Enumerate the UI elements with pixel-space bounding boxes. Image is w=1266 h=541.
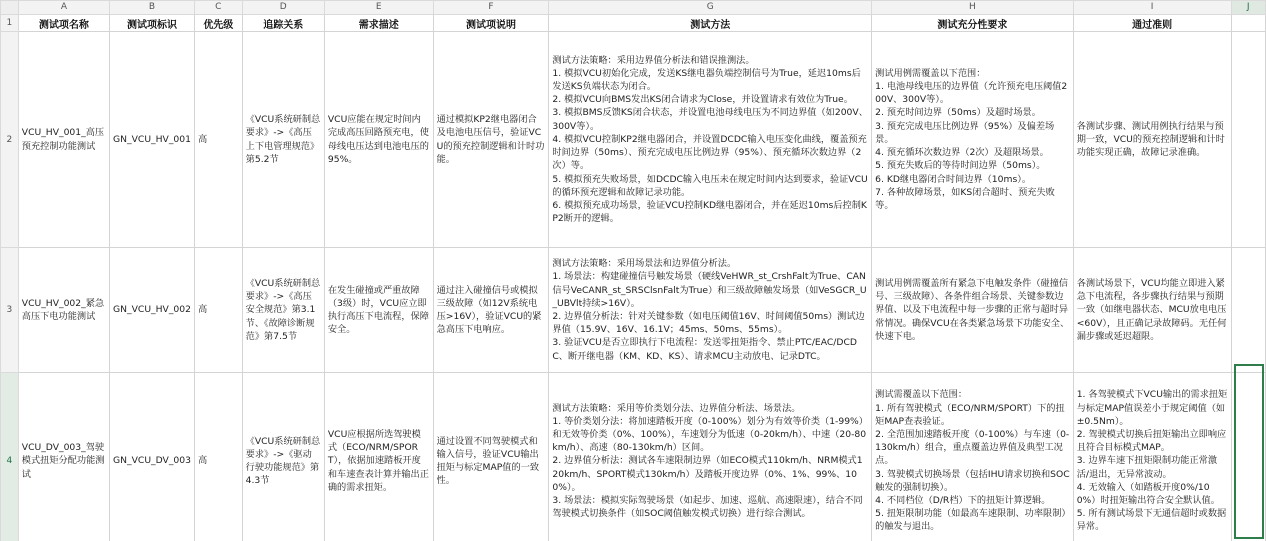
column-header-g[interactable]: G xyxy=(549,1,872,15)
header-cell-method[interactable]: 测试方法 xyxy=(549,15,872,32)
cell-description[interactable]: 通过模拟KP2继电器闭合及电池电压信号，验证VCU的预充控制逻辑和计时功能。 xyxy=(433,32,549,248)
header-cell-adequacy[interactable]: 测试充分性要求 xyxy=(872,15,1074,32)
row-number-1[interactable]: 1 xyxy=(1,15,19,32)
select-all-corner[interactable] xyxy=(1,1,19,15)
cell-adequacy[interactable]: 测试用例需覆盖所有紧急下电触发条件（碰撞信号、三级故障）、各条件组合场景、关键参数边界值、以及下电流程中每一步骤的正常与超时异常情况。确保VCU在各类紧急场景下功能安全、快速下电。 xyxy=(872,248,1074,373)
cell-test-name[interactable]: VCU_HV_001_高压预充控制功能测试 xyxy=(18,32,109,248)
row-number-3[interactable]: 3 xyxy=(1,248,19,373)
cell-method[interactable]: 测试方法策略：采用边界值分析法和错误推测法。 1. 模拟VCU初始化完成，发送KS继电器负端控制信号为True，延迟10ms后发送KS负端状态为闭合。 2. 模拟VCU向BMS发出KS闭合请求为Close，并设置请求有效位为True。 3. 模拟BMS反馈KS闭合状态，并设置电池母线电压为不同边界值（如200V、300V等）。 4. 模拟VCU控制KP2继电器闭合，并设置DCDC输入电压变化曲线，覆盖预充时间边界（50ms）、预充完成电压比例边界（95%）、预充循环次数边界（2次）等。 5. 模拟预充失败场景，如DCDC输入电压未在规定时间内达到要求，验证VCU的循环预充逻辑和故障记录功能。 6. 模拟预充成功场景，验证VCU控制KD继电器闭合，并在延迟10ms后控制KP2断开的逻辑。 xyxy=(549,32,872,248)
column-header-h[interactable]: H xyxy=(872,1,1074,15)
cell-test-name[interactable]: VCU_HV_002_紧急高压下电功能测试 xyxy=(18,248,109,373)
column-header-f[interactable]: F xyxy=(433,1,549,15)
header-cell-requirement[interactable]: 需求描述 xyxy=(324,15,433,32)
active-cell-selection xyxy=(1234,364,1264,539)
empty-cell[interactable] xyxy=(1231,248,1265,373)
cell-trace[interactable]: 《VCU系统研制总要求》->《驱动行驶功能规范》第4.3节 xyxy=(242,373,324,541)
column-header-j[interactable]: J xyxy=(1231,1,1265,15)
header-cell-priority[interactable]: 优先级 xyxy=(194,15,242,32)
row-number-4[interactable]: 4 xyxy=(1,373,19,541)
cell-trace[interactable]: 《VCU系统研制总要求》->《高压上下电管理规范》第5.2节 xyxy=(242,32,324,248)
cell-priority[interactable]: 高 xyxy=(194,373,242,541)
cell-method[interactable]: 测试方法策略：采用场景法和边界值分析法。 1. 场景法：构建碰撞信号触发场景（硬线VeHWR_st_CrshFalt为True、CAN信号VeCANR_st_SRSClsnFalt为True）和三级故障触发场景（如VeSGCR_U_UBVlt持续>16V）。 2. 边界值分析法：针对关键参数（如电压阈值16V、时间阈值50ms）测试边界值（15.9V、16V、16.1V；45ms、50ms、55ms）。 3. 验证VCU是否立即执行下电流程：发送零扭矩指令、禁止PTC/EAC/DCDC、断开继电器（KM、KD、KS）、请求MCU主动放电、记录DTC。 xyxy=(549,248,872,373)
cell-criteria[interactable]: 各测试场景下，VCU均能立即进入紧急下电流程，各步骤执行结果与预期一致（如继电器状态、MCU放电电压<60V），且正确记录故障码。无任何漏步骤或延迟超限。 xyxy=(1073,248,1231,373)
cell-criteria[interactable]: 各测试步骤、测试用例执行结果与预期一致，VCU的预充控制逻辑和计时功能实现正确，故障记录准确。 xyxy=(1073,32,1231,248)
row-number-2[interactable]: 2 xyxy=(1,32,19,248)
column-header-b[interactable]: B xyxy=(110,1,195,15)
header-row xyxy=(1,15,1266,32)
empty-cell[interactable] xyxy=(1231,15,1265,32)
column-header-a[interactable]: A xyxy=(18,1,109,15)
header-cell-id[interactable]: 测试项标识 xyxy=(110,15,195,32)
header-cell-trace[interactable]: 追踪关系 xyxy=(242,15,324,32)
cell-priority[interactable]: 高 xyxy=(194,248,242,373)
column-header-c[interactable]: C xyxy=(194,1,242,15)
column-header-i[interactable]: I xyxy=(1073,1,1231,15)
cell-test-id[interactable]: GN_VCU_DV_003 xyxy=(110,373,195,541)
table-row xyxy=(1,373,1266,541)
column-header-d[interactable]: D xyxy=(242,1,324,15)
cell-requirement[interactable]: VCU应根据所选驾驶模式（ECO/NRM/SPORT），依据加速踏板开度和车速查表计算并输出正确的需求扭矩。 xyxy=(324,373,433,541)
cell-test-name[interactable]: VCU_DV_003_驾驶模式扭矩分配功能测试 xyxy=(18,373,109,541)
header-cell-criteria[interactable]: 通过准则 xyxy=(1073,15,1231,32)
cell-adequacy[interactable]: 测试用例需覆盖以下范围： 1. 电池母线电压的边界值（允许预充电压阈值200V、300V等）。 2. 预充时间边界（50ms）及超时场景。 3. 预充完成电压比例边界（95%）及偏差场景。 4. 预充循环次数边界（2次）及超限场景。 5. 预充失败后的等待时间边界（50ms）。 6. KD继电器闭合时间边界（10ms）。 7. 各种故障场景，如KS闭合超时、预充失败等。 xyxy=(872,32,1074,248)
empty-cell[interactable] xyxy=(1231,32,1265,248)
table-row xyxy=(1,32,1266,248)
cell-criteria[interactable]: 1. 各驾驶模式下VCU输出的需求扭矩与标定MAP值误差小于规定阈值（如±0.5Nm）。 2. 驾驶模式切换后扭矩输出立即响应且符合目标模式MAP。 3. 边界车速下扭矩限制功能正常激活/退出，无异常波动。 4. 无效输入（如踏板开度0%/100%）时扭矩输出符合安全默认值。 5. 所有测试场景下无通信超时或数据异常。 xyxy=(1073,373,1231,541)
cell-requirement[interactable]: 在发生碰撞或严重故障（3级）时，VCU应立即执行高压下电流程，保障安全。 xyxy=(324,248,433,373)
cell-method[interactable]: 测试方法策略：采用等价类划分法、边界值分析法、场景法。 1. 等价类划分法：将加速踏板开度（0-100%）划分为有效等价类（1-99%）和无效等价类（0%、100%），车速划分为低速（0-20km/h）、中速（20-80km/h）、高速（80-130km/h）区间。 2. 边界值分析法：测试各车速限制边界（如ECO模式110km/h、NRM模式120km/h、SPORT模式130km/h）及踏板开度边界（0%、1%、99%、100%）。 3. 场景法：模拟实际驾驶场景（如起步、加速、巡航、高速限速），结合不同驾驶模式切换条件（如SOC阈值触发模式切换）进行综合测试。 xyxy=(549,373,872,541)
header-cell-description[interactable]: 测试项说明 xyxy=(433,15,549,32)
cell-description[interactable]: 通过注入碰撞信号或模拟三级故障（如12V系统电压>16V），验证VCU的紧急高压下电响应。 xyxy=(433,248,549,373)
cell-test-id[interactable]: GN_VCU_HV_002 xyxy=(110,248,195,373)
header-cell-name[interactable]: 测试项名称 xyxy=(18,15,109,32)
cell-priority[interactable]: 高 xyxy=(194,32,242,248)
table-row xyxy=(1,248,1266,373)
cell-requirement[interactable]: VCU应能在规定时间内完成高压回路预充电，使母线电压达到电池电压的95%。 xyxy=(324,32,433,248)
cell-description[interactable]: 通过设置不同驾驶模式和输入信号，验证VCU输出扭矩与标定MAP值的一致性。 xyxy=(433,373,549,541)
cell-test-id[interactable]: GN_VCU_HV_001 xyxy=(110,32,195,248)
cell-adequacy[interactable]: 测试需覆盖以下范围： 1. 所有驾驶模式（ECO/NRM/SPORT）下的扭矩MAP查表验证。 2. 全范围加速踏板开度（0-100%）与车速（0-130km/h）组合，重点覆盖边界值及典型工况点。 3. 驾驶模式切换场景（包括IHU请求切换和SOC触发的强制切换）。 4. 不同档位（D/R档）下的扭矩计算逻辑。 5. 扭矩限制功能（如最高车速限制、功率限制）的触发与退出。 xyxy=(872,373,1074,541)
cell-trace[interactable]: 《VCU系统研制总要求》->《高压安全规范》第3.1节、《故障诊断规范》第7.5节 xyxy=(242,248,324,373)
column-header-bar xyxy=(1,1,1266,15)
column-header-e[interactable]: E xyxy=(324,1,433,15)
